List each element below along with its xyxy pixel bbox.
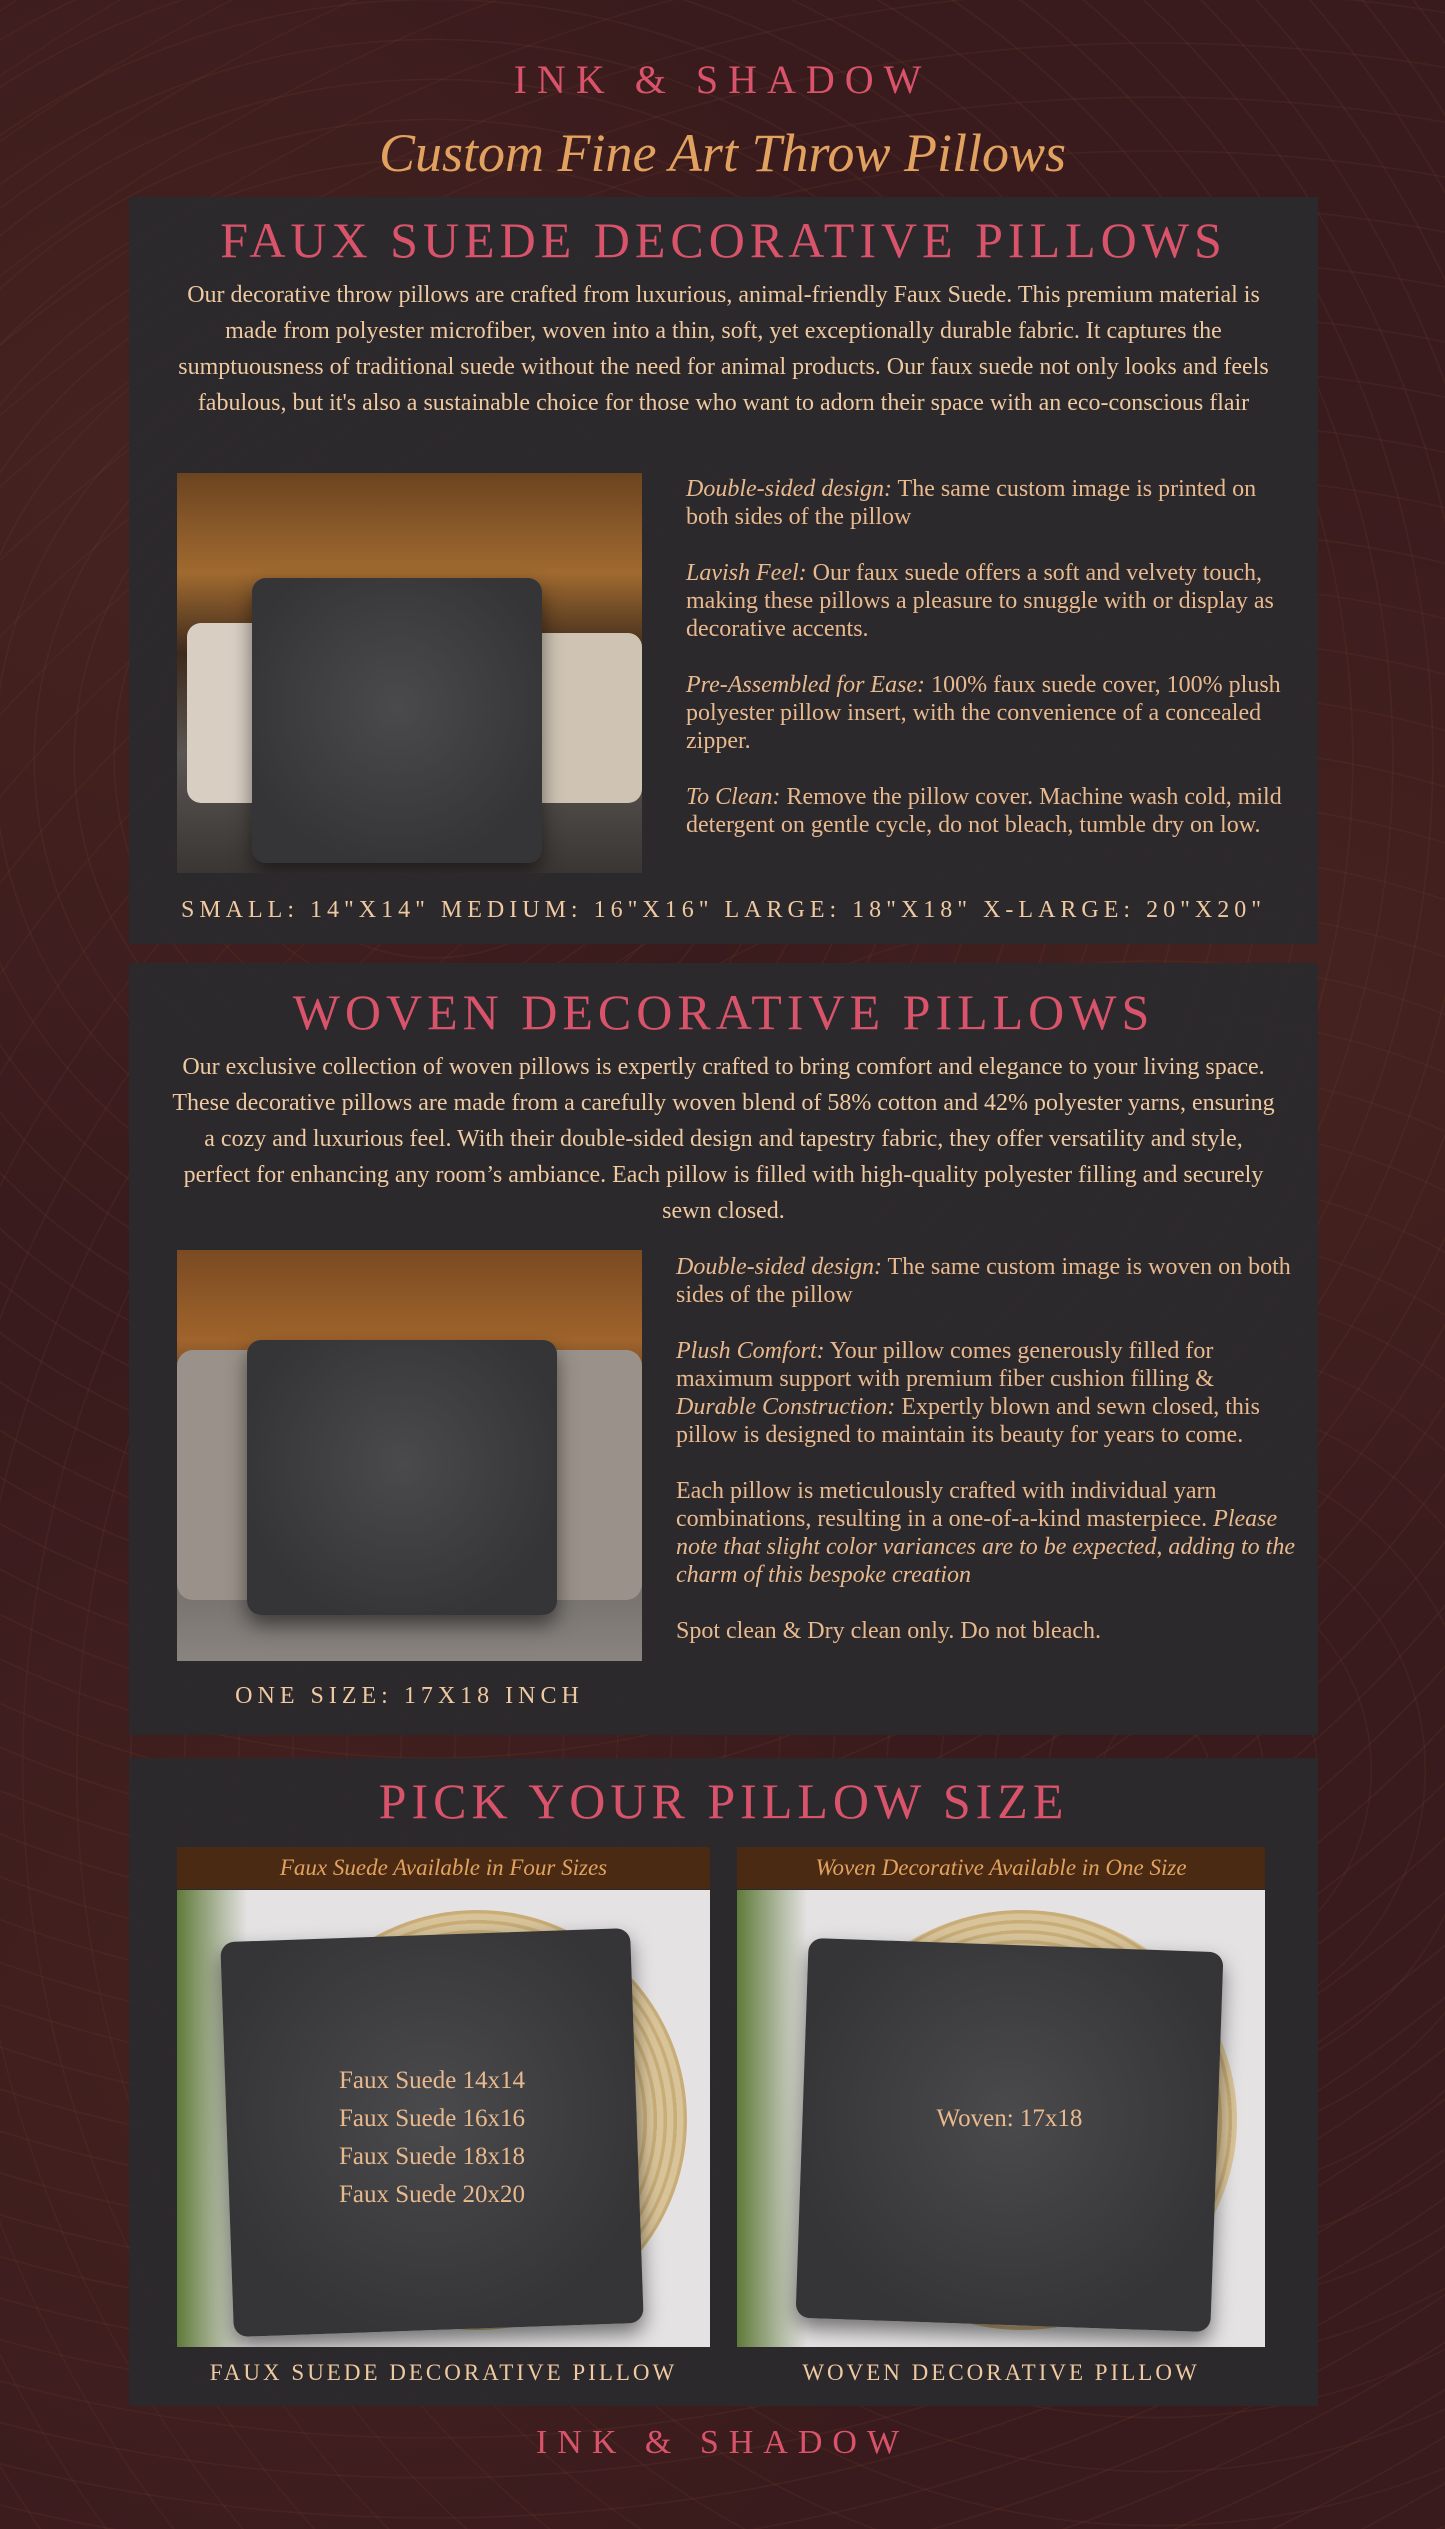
size-option: Faux Suede 20x20 <box>338 2181 526 2208</box>
section-description: Our exclusive collection of woven pillows is expertly crafted to bring comfort and elegance to your living space. These decorative pillows are made from a carefully woven blend of 58% cotton and 42% polyester yarns, ensuring a cozy and luxurious feel. With their double-sided design and tapestry fabric, they offer versatility and style, perfect for enhancing any room’s ambiance. Each pillow is filled with high-quality polyester filling and securely sewn closed. <box>172 1054 1275 1224</box>
woven-pillow-image <box>177 1250 642 1661</box>
faux-features <box>686 475 1296 867</box>
feature-item: Double-sided design: The same custom image is printed on both sides of the pillow <box>686 476 1257 530</box>
size-option: Faux Suede 14x14 <box>338 2067 526 2094</box>
feature-item: Double-sided design: The same custom image is woven on both sides of the pillow <box>676 1254 1291 1308</box>
section-title: PICK YOUR PILLOW SIZE <box>378 1773 1069 1829</box>
footer-brand: INK & SHADOW <box>535 2424 910 2461</box>
feature-item: Each pillow is meticulously crafted with individual yarn combinations, resulting in a one-of-a-kind masterpiece. Please note that slight color variances are to be expected, adding to the charm of this bespoke creation <box>676 1478 1295 1588</box>
woven-features <box>676 1253 1296 1673</box>
section-title: FAUX SUEDE DECORATIVE PILLOWS <box>220 212 1227 268</box>
feature-item: Pre-Assembled for Ease: 100% faux suede cover, 100% plush polyester pillow insert, with the convenience of a concealed zipper. <box>686 672 1281 754</box>
feature-item: Plush Comfort: Your pillow comes generously filled for maximum support with premium fiber cushion filling & Durable Construction: Expertly blown and sewn closed, this pillow is designed to maintain its beauty for years to come. <box>676 1338 1260 1448</box>
section-description: Our decorative throw pillows are crafted from luxurious, animal-friendly Faux Suede. This premium material is made from polyester microfiber, woven into a thin, soft, yet exceptionally durable fabric. It captures the sumptuousness of traditional suede without the need for animal products. Our faux suede not only looks and feels fabulous, but it's also a sustainable choice for those who want to adorn their space with an eco-conscious flair <box>178 282 1269 416</box>
faux-size-image <box>177 1890 710 2347</box>
pick-size-section <box>129 1758 1318 2406</box>
woven-size-image <box>737 1890 1265 2347</box>
brand-title: INK & SHADOW <box>513 57 932 102</box>
woven-size-header: Woven Decorative Available in One Size <box>737 1847 1265 1889</box>
feature-item: To Clean: Remove the pillow cover. Machine wash cold, mild detergent on gentle cycle, do not bleach, tumble dry on low. <box>686 784 1282 838</box>
woven-caption: WOVEN DECORATIVE PILLOW <box>802 2360 1200 2385</box>
size-option: Faux Suede 16x16 <box>338 2105 526 2132</box>
faux-suede-section <box>129 197 1318 944</box>
faux-sizes: SMALL: 14"X14" MEDIUM: 16"X16" LARGE: 18"X18" X-LARGE: 20"X20" <box>180 897 1267 923</box>
size-option: Faux Suede 18x18 <box>338 2143 526 2170</box>
faux-size-list <box>227 2062 637 2214</box>
section-title: WOVEN DECORATIVE PILLOWS <box>292 984 1155 1040</box>
woven-size-label: Woven: 17x18 <box>936 2105 1083 2132</box>
faux-suede-pillow-image <box>177 473 642 873</box>
care-instructions: Spot clean & Dry clean only. Do not bleach. <box>676 1618 1101 1644</box>
feature-item: Lavish Feel: Our faux suede offers a soft and velvety touch, making these pillows a pleasure to snuggle with or display as decorative accents. <box>686 560 1274 642</box>
faux-caption: FAUX SUEDE DECORATIVE PILLOW <box>209 2360 678 2385</box>
woven-section <box>129 963 1318 1735</box>
woven-size: ONE SIZE: 17X18 INCH <box>235 1683 584 1709</box>
subtitle: Custom Fine Art Throw Pillows <box>378 123 1067 183</box>
faux-size-header: Faux Suede Available in Four Sizes <box>177 1847 710 1889</box>
